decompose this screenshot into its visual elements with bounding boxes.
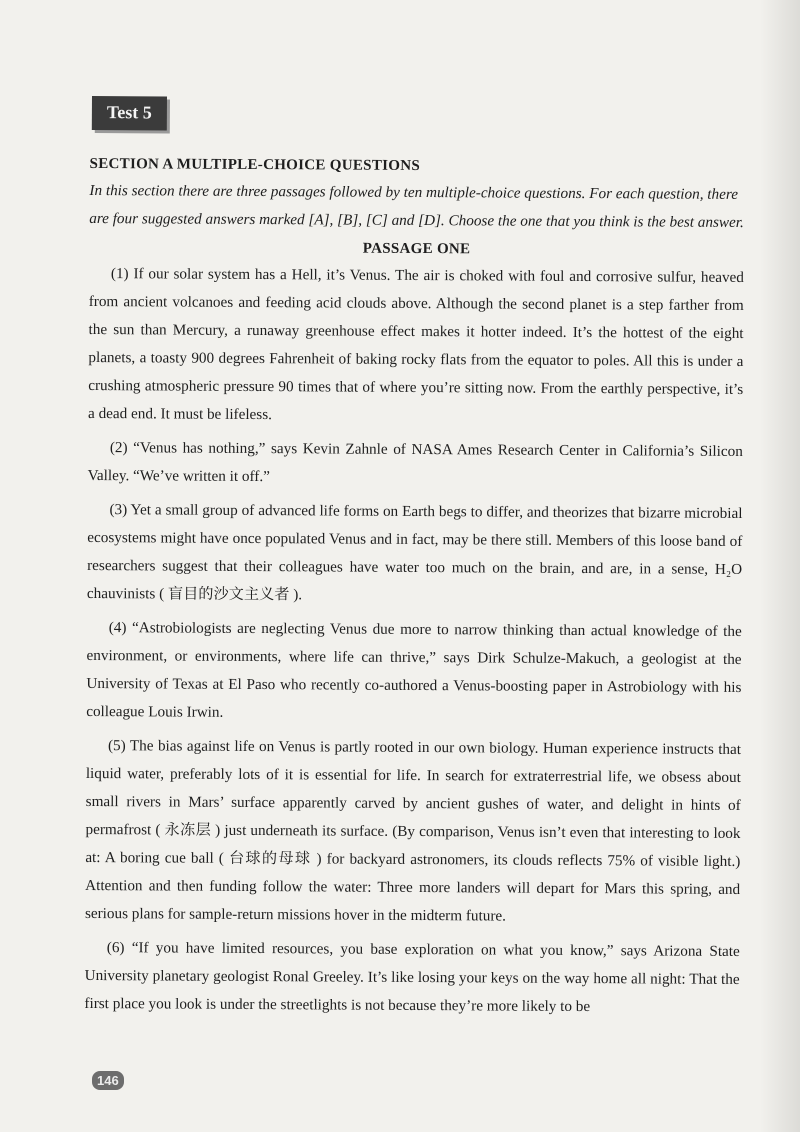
paragraph-5: (5) The bias against life on Venus is partly rooted in our own biology. Human experience instructs that liquid water, preferably lots of it is essential for life. In search for extraterrestrial life, we obsess about small rivers in Mars’ surface apparently carved by ancient gushes of water, and delight in hints of permafrost ( 永冻层 ) just underneath its surface. (By comparison, Venus isn’t even that interesting to look at: A boring cue ball ( 台球的母球 ) for backyard astronomers, its clouds reflects 75% of visible light.) Attention and then funding follow the water: Three more landers will depart for Mars this spring, and serious plans for sample-return missions hover in the midterm future. bbox=[84, 737, 742, 925]
page-number-badge: 146 bbox=[92, 1071, 124, 1090]
paragraph-2: (2) “Venus has nothing,” says Kevin Zahnle of NASA Ames Research Center in California’s Silicon Valley. “We’ve written it off.” bbox=[87, 439, 743, 486]
paragraph-1: (1) If our solar system has a Hell, it’s Venus. The air is choked with foul and corrosive sulfur, heaved from ancient volcanoes and feeding acid clouds above. Although the second planet is a step farther from the sun than Mercury, a runaway greenhouse effect makes it hotter indeed. It’s the hottest of the eight planets, a toasty 900 degrees Fahrenheit of baking rocky flats from the equator to poles. All this is under a crushing atmospheric pressure 90 times that of where you’re sitting now. From the earthly perspective, it’s a dead end. It must be lifeless. bbox=[88, 265, 744, 424]
paragraph-6: (6) “If you have limited resources, you base exploration on what you know,” says Arizona State University planetary geologist Ronal Greeley. It’s like losing your keys on the way home all night: That the first place you look is under the streetlights is not because they’re more likely to be bbox=[84, 939, 740, 1016]
page-content bbox=[84, 96, 745, 1022]
paragraph-4: (4) “Astrobiologists are neglecting Venus due more to narrow thinking than actual knowledge of the environment, or environments, where life can thrive,” says Dirk Schulze-Makuch, a geologist at the University of Texas at El Paso who recently co-authored a Venus-boosting paper in Astrobiology with his colleague Louis Irwin. bbox=[86, 619, 742, 721]
passage-title: PASSAGE ONE bbox=[362, 240, 471, 258]
instructions-text: In this section there are three passages followed by ten multiple-choice questions. For each question, there are four suggested answers marked [A], [B], [C] and [D]. Choose the one that you think is the best answer. bbox=[89, 181, 744, 231]
section-title: SECTION A MULTIPLE-CHOICE QUESTIONS bbox=[89, 155, 421, 175]
paragraph-3: (3) Yet a small group of advanced life forms on Earth begs to differ, and theorizes that bizarre microbial ecosystems might have once populated Venus and in fact, may be there still. Members of this loose band of researchers suggest that their colleagues have water too much on the brain, and are, in a sense, H₂O chauvinists ( 盲目的沙文主义者 ). bbox=[86, 501, 743, 604]
test-label-badge: Test 5 bbox=[92, 96, 167, 130]
